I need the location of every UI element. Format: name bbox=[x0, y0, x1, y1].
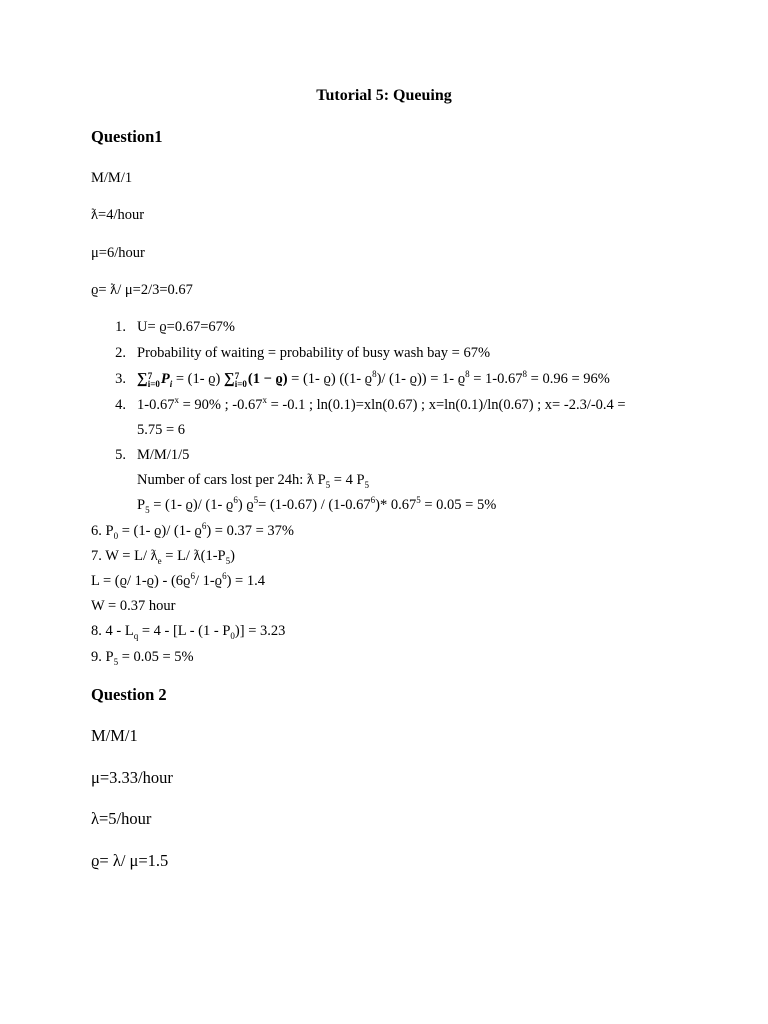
text-segment: 1-0.67 bbox=[137, 397, 175, 413]
q1-rho: ϱ= ƛ/ μ=2/3=0.67 bbox=[91, 282, 193, 298]
item-3-equation bbox=[137, 370, 610, 388]
text-segment: = (1- ϱ)/ (1- ϱ bbox=[118, 523, 202, 539]
text-segment: 9. P bbox=[91, 649, 114, 665]
text-segment: ) = 0.37 = 37% bbox=[206, 523, 294, 539]
subscript: 0 bbox=[113, 530, 119, 541]
item-4-number: 4. bbox=[115, 397, 126, 413]
text-segment: ) bbox=[230, 548, 235, 564]
equation-part-e: = 0.96 = 96% bbox=[527, 371, 610, 387]
subscript: 5 bbox=[364, 479, 370, 490]
exponent: 6 bbox=[370, 495, 376, 506]
p-subscript: i bbox=[169, 378, 173, 389]
line-6 bbox=[91, 522, 294, 540]
exponent: 6 bbox=[190, 571, 195, 582]
exponent: 8 bbox=[372, 369, 377, 380]
sum-lower-limit-2: i=0 bbox=[234, 378, 247, 389]
text-segment: 6. P bbox=[91, 523, 114, 539]
item-1-text: U= ϱ=0.67=67% bbox=[137, 319, 235, 335]
text-segment: 8. 4 - L bbox=[91, 623, 134, 639]
exponent: 8 bbox=[522, 369, 528, 380]
text-segment: )] = 3.23 bbox=[234, 623, 286, 639]
exponent: x bbox=[174, 395, 179, 406]
exponent: 8 bbox=[465, 369, 470, 380]
subscript: 5 bbox=[113, 656, 119, 667]
p5-line bbox=[137, 496, 496, 514]
q2-rho: ϱ= λ/ μ=1.5 bbox=[91, 851, 169, 870]
q2-model: M/M/1 bbox=[91, 726, 138, 745]
text-segment: = -0.1 ; ln(0.1)=xln(0.67) ; x=ln(0.1)/ln(0.67) ; x= -2.3/-0.4 = bbox=[266, 397, 626, 413]
text-segment: ) ϱ bbox=[237, 497, 254, 513]
equation-part-c: )/ (1- ϱ)) = 1- ϱ bbox=[376, 371, 466, 387]
sum-term: (1 − ϱ) bbox=[247, 371, 288, 387]
subscript: e bbox=[157, 555, 162, 566]
cars-lost-line bbox=[137, 471, 369, 489]
equation-part-a: = (1- ϱ) bbox=[172, 371, 225, 387]
text-segment: L = (ϱ/ 1-ϱ) - (6ϱ bbox=[91, 573, 191, 589]
line-9 bbox=[91, 648, 194, 666]
item-5-number: 5. bbox=[115, 447, 126, 463]
q1-model: M/M/1 bbox=[91, 170, 133, 186]
p-symbol: P bbox=[160, 371, 170, 387]
exponent: x bbox=[262, 395, 267, 406]
text-segment: P bbox=[137, 497, 146, 513]
exponent: 6 bbox=[233, 495, 238, 506]
sum-lower-limit: i=0 bbox=[147, 378, 160, 389]
item-3-number: 3. bbox=[115, 371, 126, 387]
sum-upper-limit: 7 bbox=[147, 370, 153, 381]
item-4-continuation: 5.75 = 6 bbox=[137, 422, 186, 438]
subscript: 5 bbox=[225, 555, 231, 566]
text-segment: / 1-ϱ bbox=[194, 573, 223, 589]
text-segment: )* 0.67 bbox=[375, 497, 417, 513]
item-4-text bbox=[137, 396, 626, 414]
exponent: 5 bbox=[416, 495, 421, 506]
sum-limits bbox=[148, 372, 160, 388]
line-8 bbox=[91, 622, 285, 640]
page-title: Tutorial 5: Queuing bbox=[316, 87, 452, 104]
sum-upper-limit-2: 7 bbox=[234, 370, 240, 381]
text-segment: = 4 P bbox=[330, 472, 365, 488]
subscript: 0 bbox=[230, 630, 235, 641]
line-W: W = 0.37 hour bbox=[91, 598, 176, 614]
item-2-number: 2. bbox=[115, 345, 126, 361]
q1-mu: μ=6/hour bbox=[91, 245, 145, 261]
text-segment: = 0.05 = 5% bbox=[420, 497, 497, 513]
q2-heading: Question 2 bbox=[91, 685, 167, 704]
subscript: q bbox=[133, 630, 139, 641]
text-segment: = L/ ƛ(1-P bbox=[161, 548, 226, 564]
text-segment: = 90% ; -0.67 bbox=[178, 397, 263, 413]
q1-lambda: ƛ=4/hour bbox=[91, 207, 145, 223]
sum-symbol: ∑ bbox=[137, 371, 148, 387]
text-segment: = 4 - [L - (1 - P bbox=[138, 623, 231, 639]
text-segment: = (1-0.67) / (1-0.67 bbox=[258, 497, 371, 513]
item-2-text: Probability of waiting = probability of busy wash bay = 67% bbox=[137, 345, 491, 361]
text-segment: = 0.05 = 5% bbox=[118, 649, 194, 665]
text-segment: ) = 1.4 bbox=[226, 573, 265, 589]
line-7 bbox=[91, 547, 235, 565]
subscript: 5 bbox=[145, 504, 150, 515]
equation-part-d: = 1-0.67 bbox=[469, 371, 523, 387]
q2-mu: μ=3.33/hour bbox=[91, 768, 173, 787]
exponent: 5 bbox=[253, 495, 259, 506]
sum-limits-2 bbox=[235, 372, 247, 388]
line-L bbox=[91, 572, 265, 590]
item-5-model: M/M/1/5 bbox=[137, 447, 190, 463]
exponent: 6 bbox=[201, 521, 207, 532]
sum-symbol-2: ∑ bbox=[224, 371, 235, 387]
exponent: 6 bbox=[222, 571, 227, 582]
q2-lambda: λ=5/hour bbox=[91, 809, 152, 828]
item-1-number: 1. bbox=[115, 319, 126, 335]
text-segment: 7. W = L/ ƛ bbox=[91, 548, 158, 564]
subscript: 5 bbox=[325, 479, 331, 490]
equation-part-b: = (1- ϱ) ((1- ϱ bbox=[287, 371, 373, 387]
q1-heading: Question1 bbox=[91, 127, 163, 146]
text-segment: = (1- ϱ)/ (1- ϱ bbox=[149, 497, 234, 513]
text-segment: Number of cars lost per 24h: ƛ P bbox=[137, 472, 326, 488]
